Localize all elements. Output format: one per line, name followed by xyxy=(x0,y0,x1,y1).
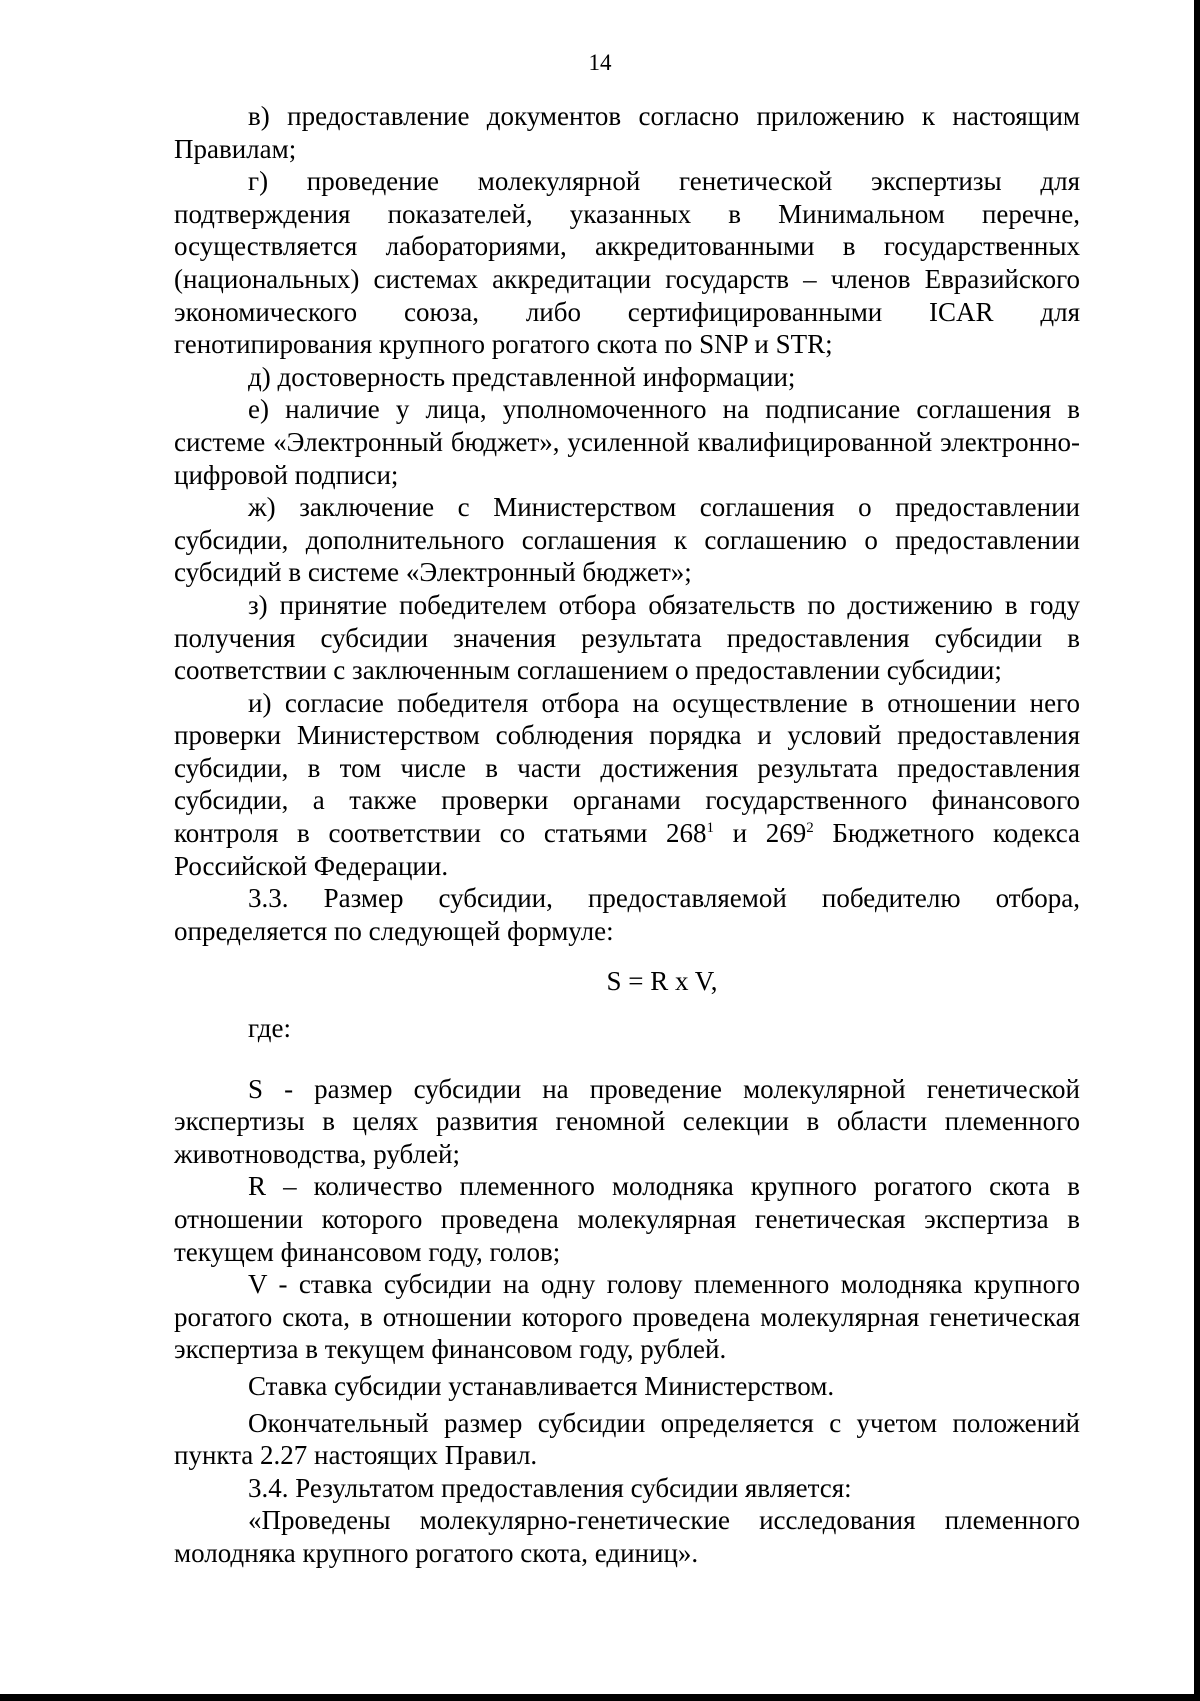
article-268: 268 xyxy=(665,818,707,849)
item-g: г) проведение молекулярной генетической экспертизы для подтверждения показателей, указанных в Минимальном перечне, осуществляется лабораториями, аккредитованными в государственных (национальных) системах аккредитации государств – членов Евразийского экономического союза, либо сертифицированными ICAR для генотипирования крупного рогатого скота по SNP и STR; xyxy=(174,166,1080,360)
item-z: з) принятие победителем отбора обязательств по достижению в году получения субсидии значения результата предоставления субсидии в соответствии с заключенным соглашением о предоставлении субсидии; xyxy=(174,589,1080,686)
item-e: е) наличие у лица, уполномоченного на подписание соглашения в системе «Электронный бюджет», усиленной квалифицированной электронно-цифровой подписи; xyxy=(174,394,1080,490)
section-3-4: 3.4. Результатом предоставления субсидии является: xyxy=(248,1472,852,1503)
article-269: 269 xyxy=(765,818,807,849)
definition-r: R – количество племенного молодняка крупного рогатого скота в отношении которого проведена молекулярная генетическая экспертиза в текущем финансовом году, голов; xyxy=(174,1171,1080,1267)
scan-border-right xyxy=(1194,0,1200,1701)
item-zh: ж) заключение с Министерством соглашения о предоставлении субсидии, дополнительного соглашения к соглашению о предоставлении субсидий в системе «Электронный бюджет»; xyxy=(174,492,1080,588)
conjunction: и xyxy=(713,818,766,849)
document-body xyxy=(174,100,1080,1570)
subsidy-formula: S = R x V, xyxy=(606,966,718,997)
definition-s: S - размер субсидии на проведение молекулярной генетической экспертизы в целях развития геномной селекции в области племенного животноводства, рублей; xyxy=(174,1073,1080,1169)
item-i xyxy=(174,687,1080,883)
item-i-text: и) согласие победителя отбора на осуществление в отношении него проверки Министерством соблюдения порядка и условий предоставления субсидии, в том числе в части достижения результата предоставления субсидии, а также проверки органами государственного финансового контроля в соответствии со статьями xyxy=(174,687,1080,849)
scan-border-bottom xyxy=(0,1694,1200,1701)
item-d: д) достоверность представленной информации; xyxy=(248,361,796,392)
final-amount-statement: Окончательный размер субсидии определяется с учетом положений пункта 2.27 настоящих Правил. xyxy=(174,1407,1080,1471)
article-269-superscript: 2 xyxy=(806,820,814,837)
definition-v: V - ставка субсидии на одну голову племенного молодняка крупного рогатого скота, в отношении которого проведена молекулярная генетическая экспертиза в текущем финансовом году, рублей. xyxy=(174,1269,1080,1365)
item-v: в) предоставление документов согласно приложению к настоящим Правилам; xyxy=(174,101,1080,164)
section-3-3: 3.3. Размер субсидии, предоставляемой победителю отбора, определяется по следующей формуле: xyxy=(174,883,1080,946)
result-statement: «Проведены молекулярно-генетические исследования племенного молодняка крупного рогатого скота, единиц». xyxy=(174,1505,1080,1568)
page-number: 14 xyxy=(588,50,612,75)
formula-where-label: где: xyxy=(248,1013,291,1044)
rate-statement: Ставка субсидии устанавливается Министерством. xyxy=(248,1370,835,1401)
item-i-tail: Бюджетного кодекса Российской Федерации. xyxy=(174,818,1080,881)
article-268-superscript: 1 xyxy=(706,820,714,837)
